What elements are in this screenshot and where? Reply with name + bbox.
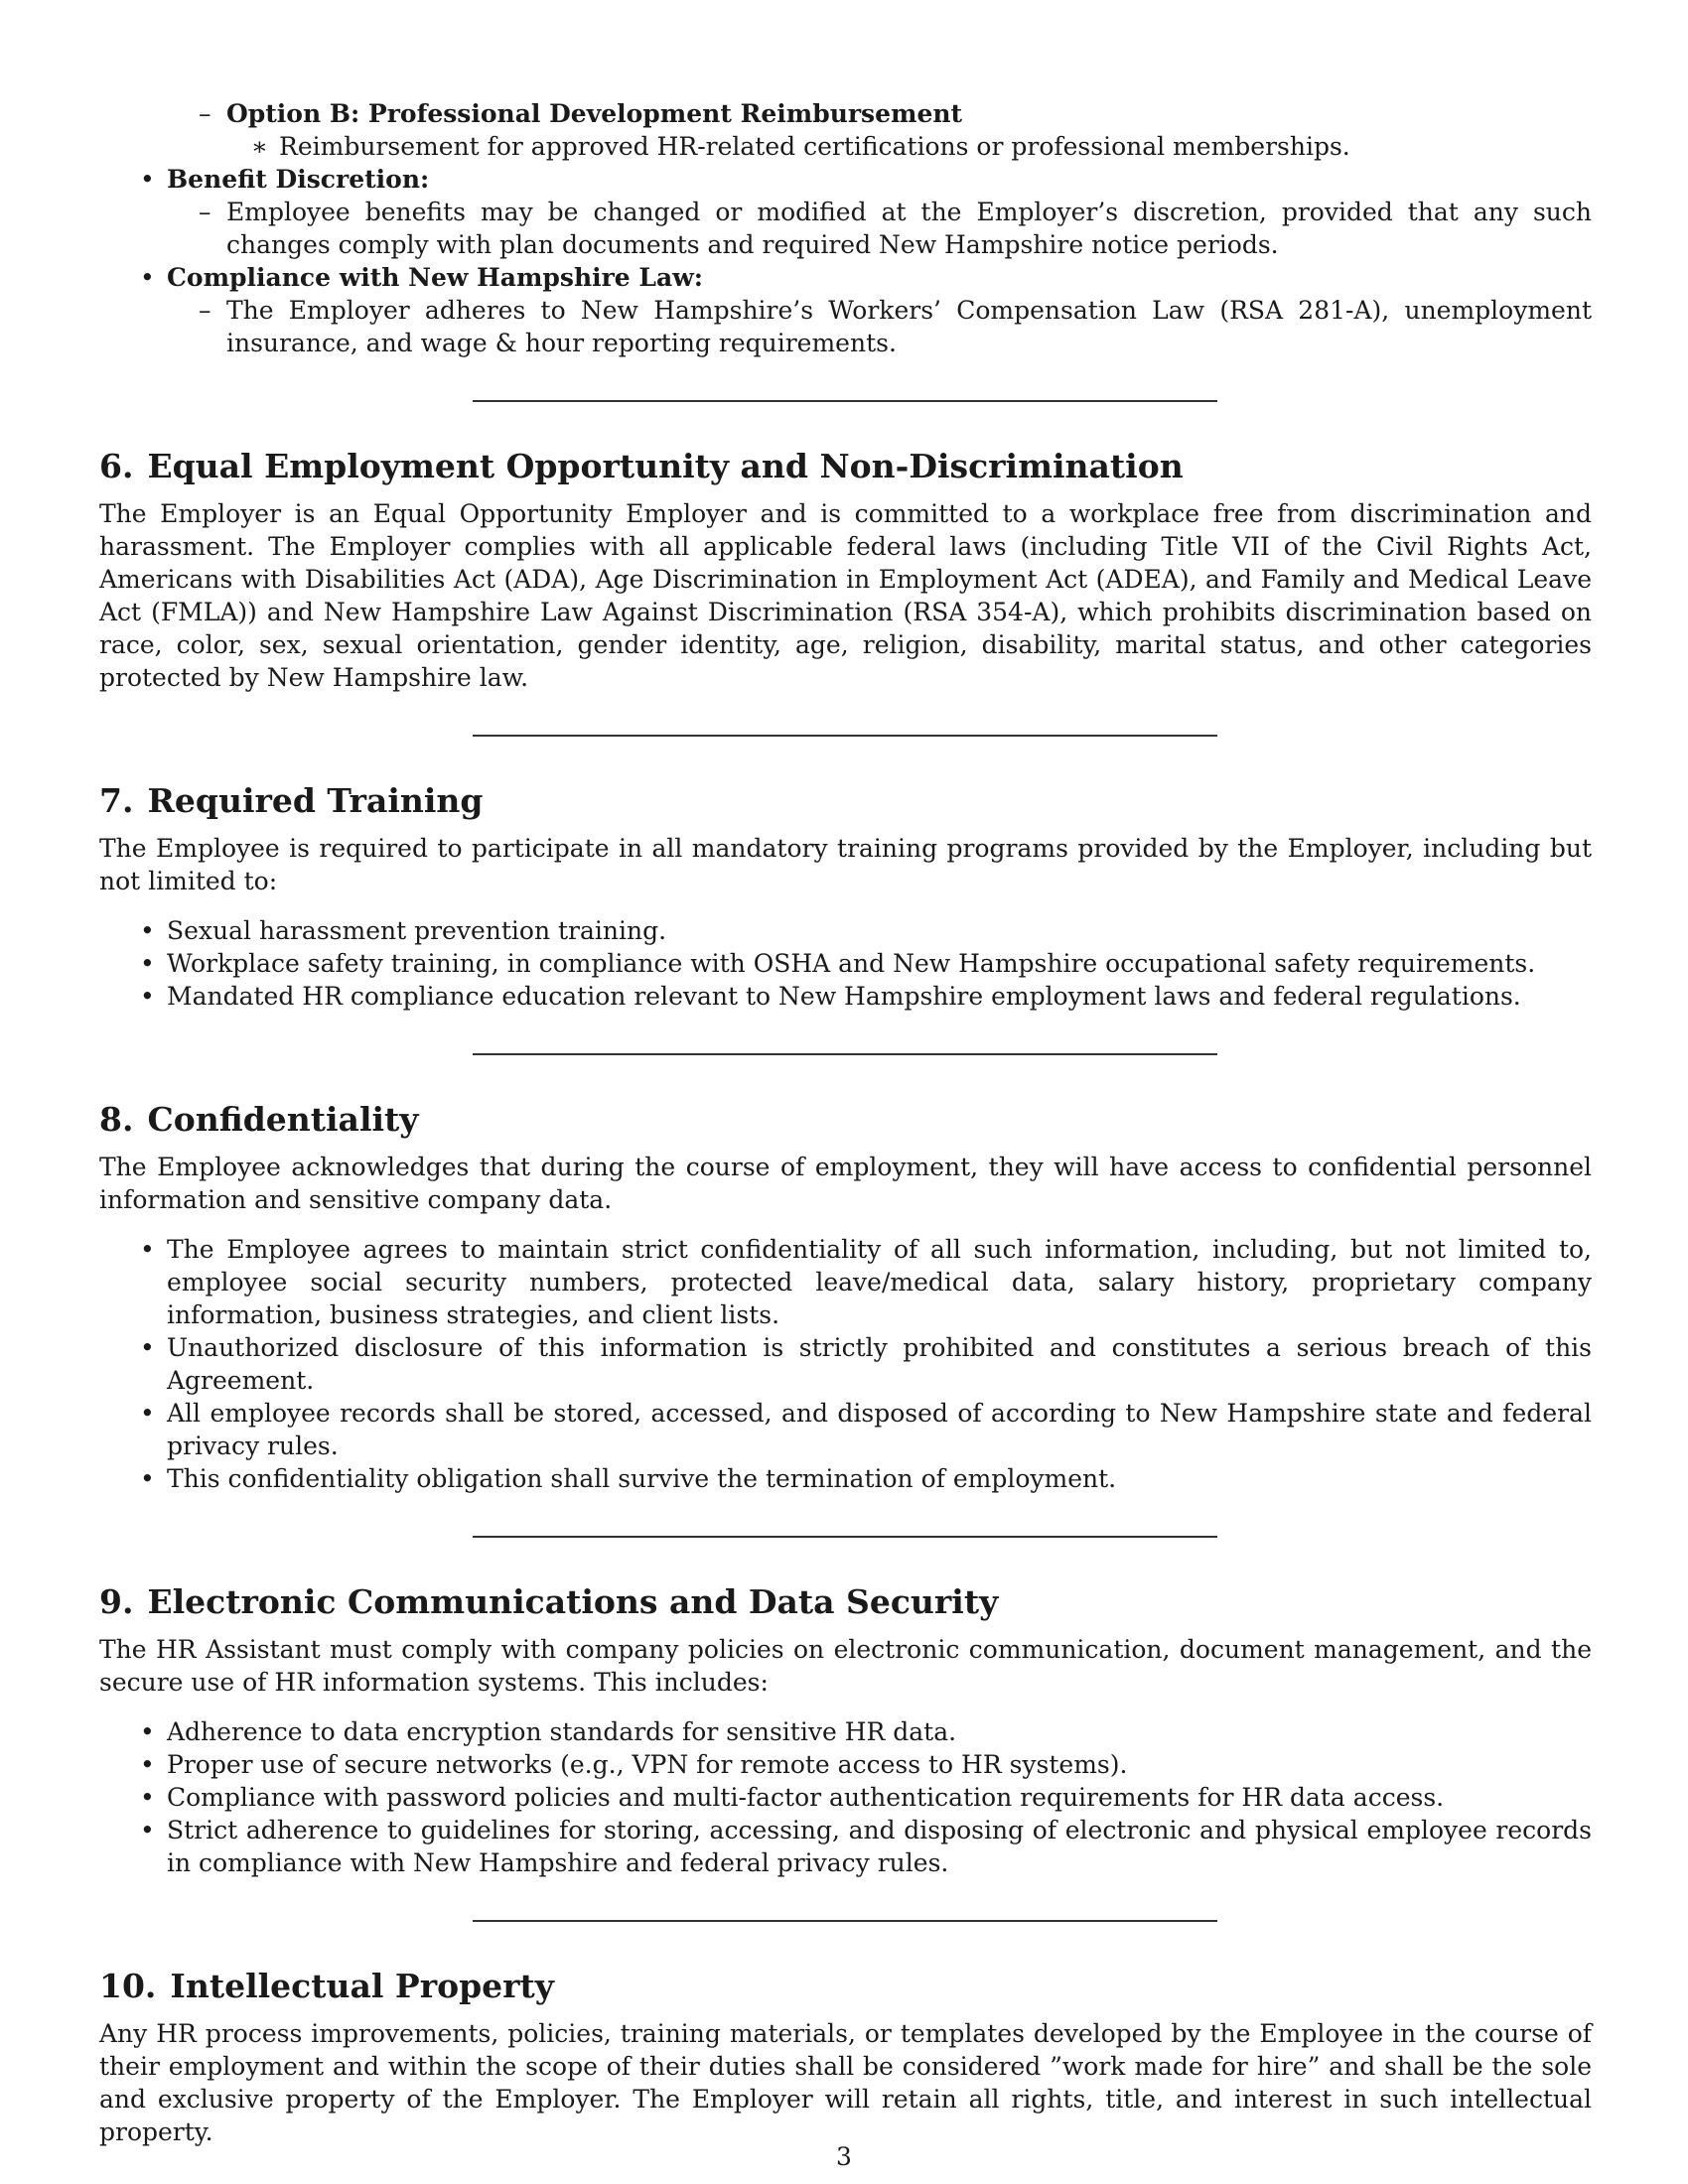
list-item: • Mandated HR compliance education relevant to New Hampshire employment laws and federal regulations. [99, 980, 1592, 1013]
list-item [99, 196, 1592, 261]
section-body: The Employee acknowledges that during the course of employment, they will have access to confidential personnel information and sensitive company data. [99, 1153, 1592, 1214]
option-b-detail-list [99, 130, 1592, 163]
list-item: • Sexual harassment prevention training. [99, 914, 1592, 947]
nh-law-title: Compliance with New Hampshire Law: [167, 263, 703, 292]
option-b-title: Option B: Professional Development Reimbursement [226, 99, 963, 128]
section-heading [99, 1581, 1592, 1623]
section-divider [473, 1536, 1217, 1538]
list-item: • Adherence to data encryption standards for sensitive HR data. [99, 1715, 1592, 1748]
benefit-discretion-list [99, 163, 1592, 196]
page-number: 3 [836, 2142, 852, 2171]
list-item: • Strict adherence to guidelines for storing, accessing, and disposing of electronic and physical employee records in compliance with New Hampshire and federal privacy rules. [99, 1814, 1592, 1879]
data-security-list [99, 1715, 1592, 1879]
page-content [99, 97, 1592, 2148]
section-number: 8. [99, 1100, 134, 1139]
list-item: • All employee records shall be stored, accessed, and disposed of according to New Hampshire state and federal privacy rules. [99, 1397, 1592, 1462]
section-body: The HR Assistant must comply with company policies on electronic communication, document management, and the secure use of HR information systems. This includes: [99, 1635, 1592, 1697]
section-heading [99, 780, 1592, 822]
benefit-discretion-title: Benefit Discretion: [167, 165, 430, 194]
list-item [99, 163, 1592, 196]
option-list [99, 97, 1592, 130]
benefit-discretion-text: Employee benefits may be changed or modified at the Employer’s discretion, provided that any such changes comply with plan documents and required New Hampshire notice periods. [226, 198, 1592, 259]
nh-law-text: The Employer adheres to New Hampshire’s Workers’ Compensation Law (RSA 281-A), unemployment insurance, and wage & hour reporting requirements. [226, 296, 1592, 357]
section-heading [99, 1099, 1592, 1141]
section-title: Intellectual Property [170, 1967, 554, 2005]
list-item: • Proper use of secure networks (e.g., VPN for remote access to HR systems). [99, 1748, 1592, 1781]
nh-law-sublist [99, 294, 1592, 359]
training-list [99, 914, 1592, 1013]
option-b-detail: Reimbursement for approved HR-related certifications or professional memberships. [279, 132, 1350, 161]
nh-law-list [99, 261, 1592, 294]
section-number: 10. [99, 1967, 157, 2005]
list-item: • This confidentiality obligation shall survive the termination of employment. [99, 1462, 1592, 1495]
section-title: Confidentiality [147, 1100, 419, 1139]
section-title: Electronic Communications and Data Security [147, 1582, 999, 1621]
section-heading [99, 446, 1592, 487]
section-divider [473, 400, 1217, 402]
list-item [99, 97, 1592, 130]
confidentiality-list [99, 1233, 1592, 1495]
section-title: Equal Employment Opportunity and Non-Discrimination [147, 447, 1184, 485]
benefit-discretion-sublist [99, 196, 1592, 261]
section-body: The Employer is an Equal Opportunity Employer and is committed to a workplace free from discrimination and harassment. The Employer complies with all applicable federal laws (including Title VII of the Civil Rights Act, Americans with Disabilities Act (ADA), Age Discrimination in Employment Act (ADEA), and Family and Medical Leave Act (FMLA)) and New Hampshire Law Against Discrimination (RSA 354-A), which prohibits discrimination based on race, color, sex, sexual orientation, gender identity, age, religion, disability, marital status, and other categories protected by New Hampshire law. [99, 499, 1592, 692]
section-body: The Employee is required to participate in all mandatory training programs provided by the Employer, including but not limited to: [99, 834, 1592, 895]
section-title: Required Training [147, 781, 484, 820]
list-item: • The Employee agrees to maintain strict confidentiality of all such information, including, but not limited to, employee social security numbers, protected leave/medical data, salary history, proprietary company information, business strategies, and client lists. [99, 1233, 1592, 1331]
list-item: • Workplace safety training, in compliance with OSHA and New Hampshire occupational safety requirements. [99, 947, 1592, 980]
section-divider [473, 735, 1217, 737]
list-item [99, 294, 1592, 359]
section-number: 6. [99, 447, 134, 485]
list-item [99, 130, 1592, 163]
section-heading [99, 1966, 1592, 2007]
section-body: Any HR process improvements, policies, training materials, or templates developed by the Employee in the course of their employment and within the scope of their duties shall be considered ”work made for hire” and shall be the sole and exclusive property of the Employer. The Employer will retain all rights, title, and interest in such intellectual property. [99, 2019, 1592, 2146]
section-divider [473, 1053, 1217, 1055]
list-item: • Compliance with password policies and multi-factor authentication requirements for HR data access. [99, 1781, 1592, 1814]
section-number: 9. [99, 1582, 134, 1621]
list-item [99, 261, 1592, 294]
section-divider [473, 1920, 1217, 1922]
section-number: 7. [99, 781, 134, 820]
list-item: • Unauthorized disclosure of this information is strictly prohibited and constitutes a serious breach of this Agreement. [99, 1331, 1592, 1397]
